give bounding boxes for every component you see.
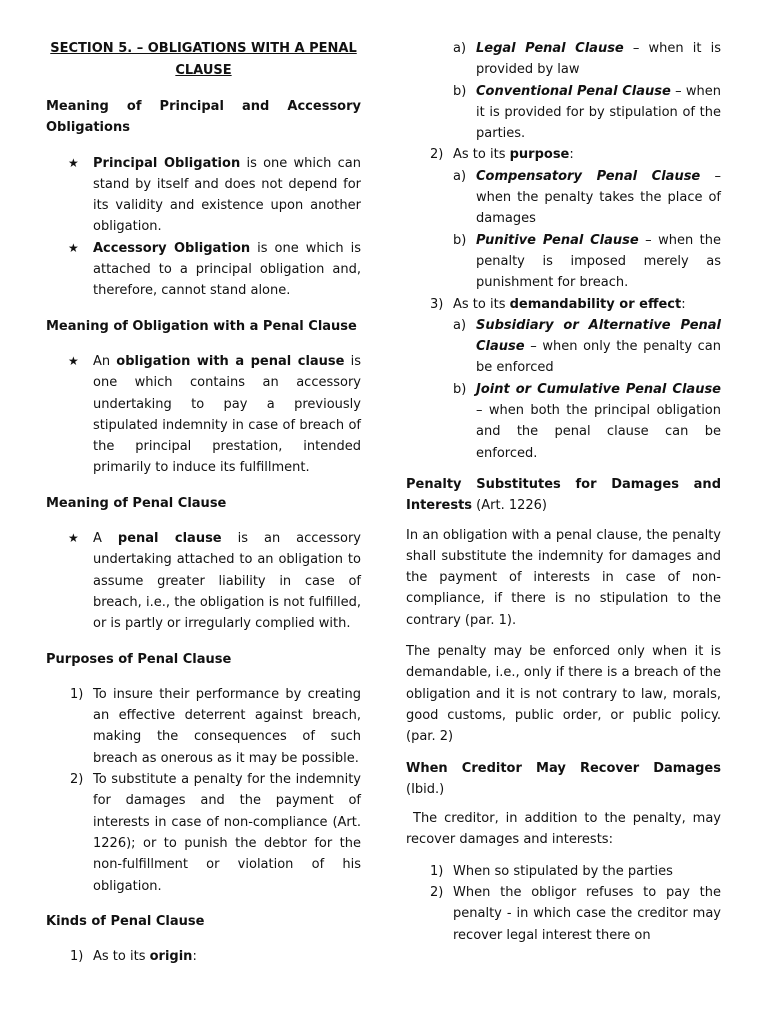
- prefix: As to its: [93, 949, 150, 965]
- term: origin: [149, 949, 193, 965]
- heading-text: When Creditor May Recover Damages: [406, 760, 721, 776]
- left-column: [46, 38, 361, 981]
- definition: is one which can stand by itself and does not depend for its validity and existence upon another obligation.: [93, 155, 362, 235]
- section-title: SECTION 5. – OBLIGATIONS WITH A PENAL CLAUSE: [50, 41, 357, 78]
- kind-purpose: [406, 144, 721, 293]
- item-letter: a): [453, 41, 467, 56]
- item-number: 1): [430, 863, 444, 879]
- bullet-list-owpc: [46, 351, 361, 479]
- item-letter: b): [453, 232, 467, 248]
- item-number: 1): [70, 686, 84, 702]
- term: Punitive Penal Clause: [476, 232, 639, 248]
- suffix: :: [681, 296, 686, 312]
- purpose-kinds-list: [453, 166, 721, 294]
- joint-penal-clause: [453, 379, 721, 464]
- heading-penal-clause: Meaning of Penal Clause: [46, 495, 227, 511]
- definition: – when it is provided for by stipulation of the parties.: [476, 83, 721, 142]
- origin-subitems: [406, 38, 721, 144]
- definition: – when both the principal obligation and the penal clause can be enforced.: [476, 403, 721, 461]
- heading-text: Penalty Substitutes for Damages and Interests: [406, 476, 721, 514]
- term: obligation with a penal clause: [116, 353, 345, 369]
- demandability-kinds-list: [453, 315, 721, 464]
- term: Accessory Obligation: [93, 240, 251, 256]
- item-number: 2): [430, 147, 444, 163]
- term: Legal Penal Clause: [476, 41, 624, 56]
- right-column: [406, 38, 721, 960]
- heading-purposes: Purposes of Penal Clause: [46, 651, 232, 667]
- suffix: :: [192, 949, 197, 965]
- punitive-penal-clause: [453, 230, 721, 294]
- item-number: 2): [430, 884, 444, 900]
- compensatory-penal-clause: [453, 166, 721, 230]
- kind-origin: [46, 946, 361, 967]
- definition: – when it is provided by law: [476, 41, 721, 78]
- suffix: :: [569, 147, 574, 163]
- item-letter: b): [453, 381, 467, 397]
- term: demandability or effect: [509, 296, 682, 312]
- bullet-list-penal-clause: [46, 528, 361, 634]
- conventional-penal-clause: [453, 81, 721, 145]
- kinds-list: [46, 946, 361, 967]
- prefix: An: [93, 353, 117, 369]
- bullet-penal-clause: [46, 528, 361, 634]
- definition: is one which is attached to a principal obligation and, therefore, cannot stand alone.: [93, 240, 361, 299]
- term: purpose: [509, 147, 570, 163]
- definition: – when only the penalty can be enforced: [476, 339, 721, 376]
- item-text: When the obligor refuses to pay the penalty - in which case the creditor may recover legal interest there on: [453, 884, 721, 943]
- kind-demandability: [406, 294, 721, 464]
- definition: is an accessory undertaking attached to an obligation to assume greater liability in case of breach, i.e., the obligation is not fulfilled, or is partly or irregularly complied with.: [93, 531, 361, 632]
- definition: – when the penalty is imposed merely as punishment for breach.: [476, 232, 722, 291]
- recover-list: [406, 861, 721, 946]
- item-number: 3): [430, 296, 444, 312]
- item-letter: b): [453, 83, 467, 99]
- heading-creditor-recover: [406, 758, 721, 801]
- subsidiary-penal-clause: [453, 315, 721, 379]
- heading-obligation-penal-clause: Meaning of Obligation with a Penal Clause: [46, 318, 357, 334]
- purpose-item: [46, 684, 361, 769]
- item-letter: a): [453, 317, 467, 333]
- prefix: As to its: [453, 147, 510, 163]
- kinds-list-continued: [406, 38, 721, 464]
- bullet-obligation-with-penal-clause: [46, 351, 361, 479]
- item-number: 1): [70, 949, 84, 965]
- paragraph-substitute: In an obligation with a penal clause, the penalty shall substitute the indemnity for damages and the payment of interests in case of non-compliance, if there is no stipulation to the contrary (par. 1).: [406, 527, 721, 628]
- term: Joint or Cumulative Penal Clause: [476, 381, 721, 397]
- heading-kinds: Kinds of Penal Clause: [46, 913, 205, 929]
- bullet-principal-obligation: [46, 153, 361, 238]
- bullet-list-obligations: [46, 153, 361, 302]
- article-ref: (Art. 1226): [472, 498, 548, 514]
- bullet-accessory-obligation: [46, 238, 361, 302]
- term: Compensatory Penal Clause: [476, 168, 701, 184]
- legal-penal-clause: [453, 38, 721, 81]
- recover-item: [406, 882, 721, 946]
- term: Principal Obligation: [93, 155, 241, 171]
- purpose-item: [46, 769, 361, 897]
- term: Conventional Penal Clause: [476, 83, 671, 99]
- prefix: A: [93, 531, 118, 547]
- article-ref: (Ibid.): [406, 781, 445, 797]
- item-letter: a): [453, 168, 467, 184]
- definition: is one which contains an accessory undertaking to pay a previously stipulated indemnity in case of breach of the principal prestation, intended primarily to induce its fulfillment.: [93, 353, 361, 476]
- paragraph-enforced: The penalty may be enforced only when it is demandable, i.e., only if there is a breach of the obligation and it is not contrary to law, morals, good customs, public order, or public policy. (par. 2): [406, 644, 721, 745]
- origin-list: [453, 38, 721, 144]
- heading-principal-accessory: Meaning of Principal and Accessory Obligations: [46, 99, 361, 136]
- item-text: When so stipulated by the parties: [453, 863, 673, 879]
- paragraph-creditor: The creditor, in addition to the penalty, may recover damages and interests:: [406, 811, 721, 848]
- heading-penalty-substitutes: [406, 474, 721, 517]
- prefix: As to its: [453, 296, 510, 312]
- item-text: To substitute a penalty for the indemnity for damages and the payment of interests in case of non-compliance (Art. 1226); or to punish the debtor for the non-fulfillment or violation of his obligation.: [93, 772, 361, 894]
- item-number: 2): [70, 772, 84, 788]
- term: penal clause: [117, 531, 222, 547]
- term: Subsidiary or Alternative Penal Clause: [476, 317, 721, 355]
- purposes-list: [46, 684, 361, 897]
- recover-item: [406, 861, 721, 882]
- definition: – when the penalty takes the place of damages: [476, 168, 722, 227]
- item-text: To insure their performance by creating an effective deterrent against breach, making the consequences of such breach as onerous as it may be possible.: [93, 686, 361, 766]
